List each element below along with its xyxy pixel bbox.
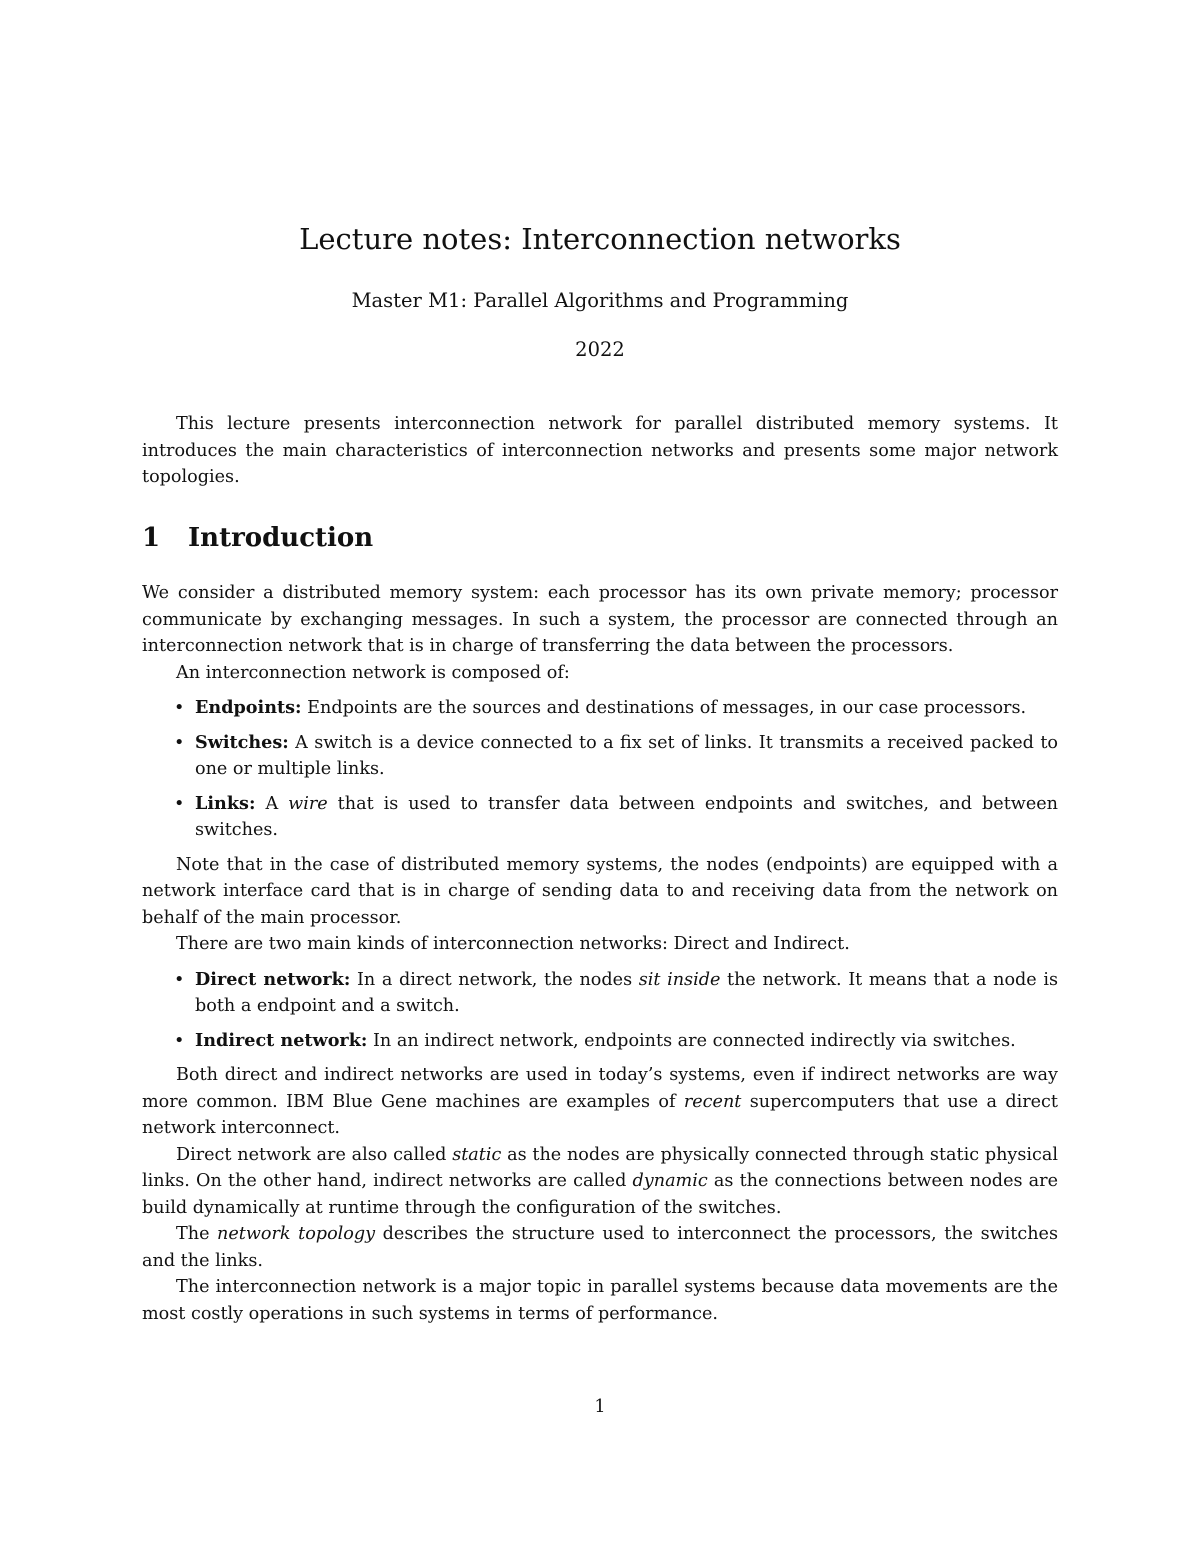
paragraph-text: as the connections between nodes are build dynamically at runtime through the configuration of the switches. (142, 1171, 1058, 1218)
paragraph-text: describes the structure used to interconnect the processors, the switches and the links. (142, 1224, 1058, 1271)
section-heading (142, 523, 373, 553)
bullet-icon: • (174, 732, 185, 753)
paragraph: An interconnection network is composed of: (176, 662, 570, 683)
paragraph: There are two main kinds of interconnection networks: Direct and Indirect. (176, 934, 850, 954)
list-item (142, 730, 1058, 783)
network-kinds-list (142, 967, 1058, 1055)
paragraph (142, 1062, 1058, 1142)
list-item-term: Direct network: (195, 968, 351, 990)
list-item (142, 791, 1058, 844)
paragraph-text: Direct network are also called (176, 1144, 453, 1165)
abstract-text: This lecture presents interconnection network for parallel distributed memory systems. It introduces the main characteristics of interconnection networks and presents some major network topologies. (142, 414, 1058, 487)
page-number: 1 (594, 1397, 606, 1417)
emphasis: wire (288, 793, 328, 814)
paragraph: We consider a distributed memory system: each processor has its own private memory; processor communicate by exchanging messages. In such a system, the processor are connected through an interconnection network that is in charge of transferring the data between the processors. (142, 583, 1058, 656)
bullet-icon: • (174, 698, 185, 718)
bullet-icon: • (174, 969, 185, 990)
paragraph: Note that in the case of distributed memory systems, the nodes (endpoints) are equipped with a network interface card that is in charge of sending data to and receiving data from the network on behalf of the main processor. (142, 854, 1058, 928)
emphasis: dynamic (632, 1171, 708, 1191)
document-subtitle: Master M1: Parallel Algorithms and Programming (351, 289, 849, 312)
list-item (142, 695, 1058, 722)
section-body (142, 580, 1058, 1327)
list-item-text: In an indirect network, endpoints are connected indirectly via switches. (367, 1030, 1016, 1051)
paragraph: The interconnection network is a major topic in parallel systems because data movements are the most costly operations in such systems in terms of performance. (142, 1277, 1058, 1324)
list-item-text: that is used to transfer data between endpoints and switches, and between switches. (195, 793, 1058, 840)
document-date: 2022 (575, 338, 625, 361)
paragraph-text: as the nodes are physically connected through static physical links. On the other hand, indirect networks are called (142, 1144, 1058, 1191)
emphasis: recent (683, 1091, 742, 1112)
document-title: Lecture notes: Interconnection networks (299, 222, 901, 256)
emphasis: static (452, 1144, 502, 1165)
emphasis: sit inside (638, 969, 721, 990)
list-item-term: Endpoints: (195, 697, 302, 718)
list-item-term: Links: (195, 792, 256, 814)
paragraph-text: supercomputers that use a direct network interconnect. (142, 1091, 1058, 1138)
paragraph (142, 1221, 1058, 1274)
component-list (142, 695, 1058, 844)
bullet-icon: • (174, 1030, 185, 1051)
list-item-text: A (255, 793, 289, 814)
list-item-text: In a direct network, the nodes (350, 969, 639, 990)
abstract (142, 411, 1058, 491)
list-item-text: the network. It means that a node is both a endpoint and a switch. (195, 969, 1058, 1016)
section-title: Introduction (188, 523, 374, 553)
list-item-text: Endpoints are the sources and destinations of messages, in our case processors. (301, 698, 1027, 718)
list-item-text: A switch is a device connected to a fix set of links. It transmits a received packed to one or multiple links. (195, 732, 1058, 779)
paragraph-text: The (176, 1224, 218, 1244)
paragraph-text: Both direct and indirect networks are used in today’s systems, even if indirect networks are way more common. IBM Blue Gene machines are examples of (142, 1065, 1058, 1112)
list-item-term: Switches: (195, 731, 289, 753)
list-item-term: Indirect network: (195, 1029, 368, 1051)
paragraph (142, 1142, 1058, 1222)
list-item (142, 1028, 1058, 1055)
list-item (142, 967, 1058, 1020)
bullet-icon: • (174, 793, 185, 814)
emphasis: network topology (217, 1224, 376, 1244)
section-number: 1 (142, 523, 161, 553)
